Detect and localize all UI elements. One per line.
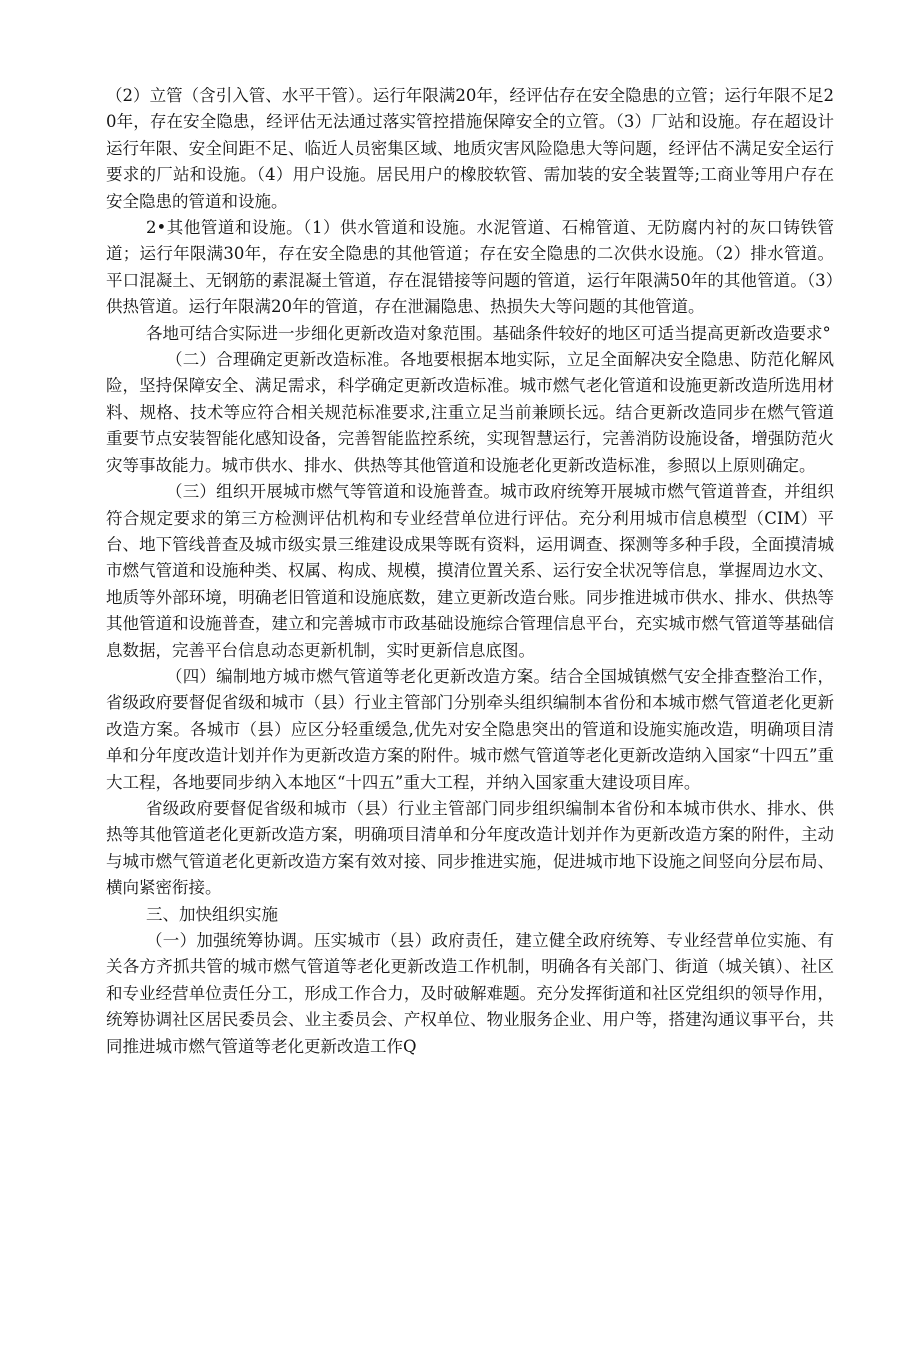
paragraph-section-2-standards: （二）合理确定更新改造标准。各地要根据本地实际，立足全面解决安全隐患、防范化解风险，坚持保障安全、满足需求，科学确定更新改造标准。城市燃气老化管道和设施更新改造所选用材料、规格、技术等应符合相关规范标准要求,注重立足当前兼顾长远。结合更新改造同步在燃气管道重要节点安装智能化感知设备，完善智能监控系统，实现智慧运行，完善消防设施设备，增强防范火灾等事故能力。城市供水、排水、供热等其他管道和设施老化更新改造标准，参照以上原则确定。 — [106, 350, 834, 475]
paragraph-provincial-supervision: 省级政府要督促省级和城市（县）行业主管部门同步组织编制本省份和本城市供水、排水、供热等其他管道老化更新改造方案，明确项目清单和分年度改造计划并作为更新改造方案的附件，主动与城市燃气管道老化更新改造方案有效对接、同步推进实施，促进城市地下设施之间竖向分层布局、横向紧密衔接。 — [106, 798, 834, 898]
paragraph-refine-scope: 各地可结合实际进一步细化更新改造对象范围。基础条件较好的地区可适当提高更新改造要求° — [146, 323, 831, 343]
paragraph-riser-plant-user-facilities: （2）立管（含引入管、水平干管）。运行年限满20年，经评估存在安全隐患的立管；运行年限不足20年，存在安全隐患，经评估无法通过落实管控措施保障安全的立管。（3）厂站和设施。存在超设计运行年限、安全间距不足、临近人员密集区域、地质灾害风险隐患大等问题，经评估不满足安全运行要求的厂站和设施。（4）用户设施。居民用户的橡胶软管、需加装的安全装置等;工商业等用户存在安全隐患的管道和设施。 — [106, 86, 834, 211]
paragraph-section-4-plan: （四）编制地方城市燃气管道等老化更新改造方案。结合全国城镇燃气安全排查整治工作，省级政府要督促省级和城市（县）行业主管部门分别牵头组织编制本省份和本城市燃气管道老化更新改造方案。各城市（县）应区分轻重缓急,优先对安全隐患突出的管道和设施实施改造，明确项目清单和分年度改造计划并作为更新改造方案的附件。城市燃气管道等老化更新改造纳入国家“十四五”重大工程，各地要同步纳入本地区“十四五”重大工程，并纳入国家重大建设项目库。 — [106, 666, 834, 792]
paragraph-coordination: （一）加强统筹协调。压实城市（县）政府责任，建立健全政府统筹、专业经营单位实施、有关各方齐抓共管的城市燃气管道等老化更新改造工作机制，明确各有关部门、街道（城关镇）、社区和专业经营单位责任分工，形成工作合力，及时破解难题。充分发挥街道和社区党组织的领导作用，统筹协调社区居民委员会、业主委员会、产权单位、物业服务企业、用户等，搭建沟通议事平台，共同推进城市燃气管道等老化更新改造工作Q — [106, 931, 834, 1056]
paragraph-other-pipelines: 2•其他管道和设施。（1）供水管道和设施。水泥管道、石棉管道、无防腐内衬的灰口铸铁管道；运行年限满30年，存在安全隐患的其他管道；存在安全隐患的二次供水设施。（2）排水管道。平口混凝土、无钢筋的素混凝土管道，存在混错接等问题的管道，运行年限满50年的其他管道。（3）供热管道。运行年限满20年的管道，存在泄漏隐患、热损失大等问题的其他管道。 — [106, 218, 834, 317]
paragraph-section-3-survey: （三）组织开展城市燃气等管道和设施普查。城市政府统筹开展城市燃气管道普查，并组织符合规定要求的第三方检测评估机构和专业经营单位进行评估。充分利用城市信息模型（CIM）平台、地下管线普查及城市级实景三维建设成果等既有资料，运用调查、探测等多种手段，全面摸清城市燃气管道和设施种类、权属、构成、规模，摸清位置关系、运行安全状况等信息，掌握周边水文、地质等外部环境，明确老旧管道和设施底数，建立更新改造台账。同步推进城市供水、排水、供热等其他管道和设施普查，建立和完善城市市政基础设施综合管理信息平台，充实城市燃气管道等基础信息数据，完善平台信息动态更新机制，实时更新信息底图。 — [106, 482, 834, 660]
section-heading-3: 三、加快组织实施 — [146, 904, 278, 924]
